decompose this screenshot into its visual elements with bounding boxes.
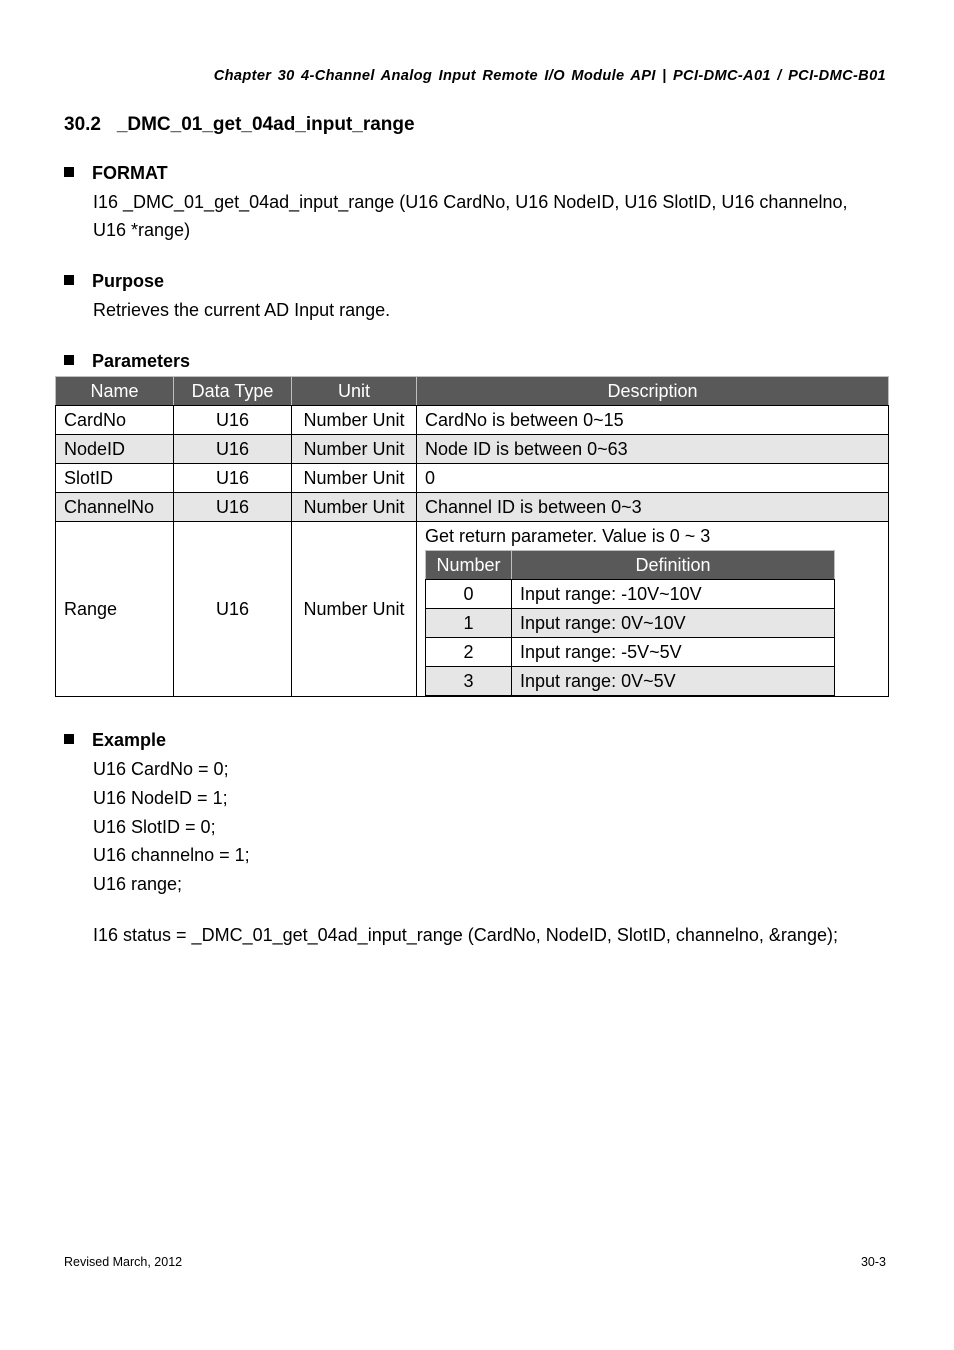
param-unit: Number Unit [292, 435, 417, 464]
example-heading-label: Example [92, 730, 167, 750]
bullet-square-icon [64, 355, 74, 365]
table-row [56, 464, 889, 493]
format-heading [64, 163, 168, 184]
definition-text: Input range: -5V~5V [512, 638, 835, 667]
bullet-square-icon [64, 734, 74, 744]
table-row [56, 435, 889, 464]
definition-text: Input range: -10V~10V [512, 580, 835, 609]
param-type: U16 [174, 493, 292, 522]
definition-text: Input range: 0V~5V [512, 667, 835, 696]
format-heading-label: FORMAT [92, 163, 168, 183]
definition-number: 2 [426, 638, 512, 667]
bullet-square-icon [64, 275, 74, 285]
param-type: U16 [174, 464, 292, 493]
footer-page-number: 30-3 [860, 1255, 886, 1269]
range-definitions-table [425, 550, 835, 696]
definition-text: Input range: 0V~10V [512, 609, 835, 638]
table-row [56, 493, 889, 522]
footer-revision: Revised March, 2012 [64, 1255, 183, 1269]
parameters-table [55, 376, 889, 697]
purpose-heading-label: Purpose [92, 271, 165, 291]
param-type: U16 [174, 435, 292, 464]
param-unit: Number Unit [292, 493, 417, 522]
example-line: U16 NodeID = 1; [93, 788, 228, 808]
table-row-range [56, 522, 889, 697]
parameters-heading [64, 351, 190, 372]
param-description: Node ID is between 0~63 [417, 435, 889, 464]
range-intro: Get return parameter. Value is 0 ~ 3 [425, 526, 711, 546]
example-call: I16 status = _DMC_01_get_04ad_input_range (CardNo, NodeID, SlotID, channelno, &range); [93, 925, 838, 945]
parameters-heading-label: Parameters [92, 351, 191, 371]
example-line: U16 range; [93, 874, 183, 894]
bullet-square-icon [64, 167, 74, 177]
param-unit: Number Unit [292, 464, 417, 493]
param-unit: Number Unit [292, 406, 417, 435]
example-line: U16 SlotID = 0; [93, 817, 216, 837]
definition-row [426, 609, 835, 638]
param-unit: Number Unit [292, 522, 417, 697]
column-header-name: Name [56, 377, 174, 406]
param-description: 0 [417, 464, 889, 493]
param-name: SlotID [56, 464, 174, 493]
definition-number: 3 [426, 667, 512, 696]
running-header: Chapter 30 4-Channel Analog Input Remote I/O Module API | PCI-DMC-A01 / PCI-DMC-B01 [213, 68, 886, 84]
format-line-1: I16 _DMC_01_get_04ad_input_range (U16 CardNo, U16 NodeID, U16 SlotID, U16 channelno, [93, 192, 848, 212]
format-line-2: U16 *range) [93, 220, 191, 240]
definition-number: 0 [426, 580, 512, 609]
definition-row [426, 580, 835, 609]
param-name: CardNo [56, 406, 174, 435]
table-row [56, 406, 889, 435]
param-description: CardNo is between 0~15 [417, 406, 889, 435]
example-line: U16 channelno = 1; [93, 845, 250, 865]
definitions-header-row [426, 551, 835, 580]
example-line: U16 CardNo = 0; [93, 759, 229, 779]
definition-row [426, 638, 835, 667]
definition-number: 1 [426, 609, 512, 638]
param-name: ChannelNo [56, 493, 174, 522]
param-type: U16 [174, 522, 292, 697]
purpose-text: Retrieves the current AD Input range. [93, 300, 391, 320]
column-header-description: Description [417, 377, 889, 406]
parameters-header-row [56, 377, 889, 406]
param-type: U16 [174, 406, 292, 435]
param-description-range [417, 522, 889, 697]
param-description: Channel ID is between 0~3 [417, 493, 889, 522]
param-name: NodeID [56, 435, 174, 464]
column-header-data-type: Data Type [174, 377, 292, 406]
definition-row [426, 667, 835, 696]
purpose-heading [64, 271, 164, 292]
column-header-unit: Unit [292, 377, 417, 406]
param-name: Range [56, 522, 174, 697]
column-header-number: Number [426, 551, 512, 580]
column-header-definition: Definition [512, 551, 835, 580]
example-heading [64, 730, 166, 751]
section-title: 30.2 _DMC_01_get_04ad_input_range [64, 114, 415, 135]
